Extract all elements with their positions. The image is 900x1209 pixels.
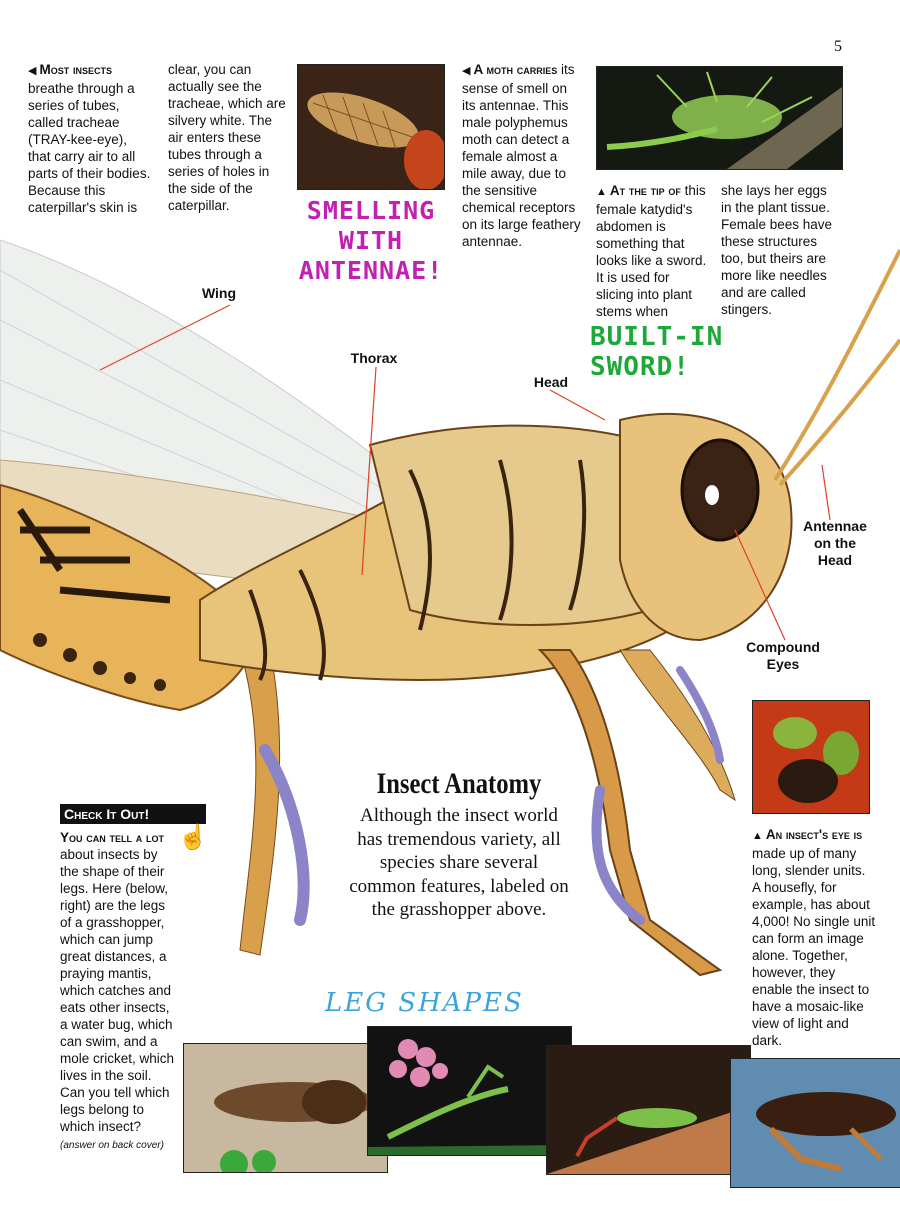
anatomy-text: Although the insect world has tremendous variety, all species share several common features, labeled on the grasshopper above.: [349, 805, 569, 920]
answer-note: (answer on back cover): [60, 1140, 164, 1151]
page-number: 5: [834, 38, 842, 55]
check-it-out-header: Check It Out!: [60, 804, 206, 824]
fly-eye-photo: [752, 700, 870, 814]
leg-shapes-title: LEG SHAPES: [325, 988, 524, 1018]
arrow-up-icon: ▲: [596, 186, 607, 198]
mole-cricket-image: [184, 1044, 387, 1172]
anatomy-caption: [348, 766, 570, 922]
arrow-left-icon: ◀: [28, 65, 37, 77]
katydid-image: [597, 67, 842, 169]
moth-text: ◀ A moth carries its sense of smell on its antennae. This male polyphemus moth can detect a female almost a mile away, due to the sensitive chemical receptors on its large feathery antennae.: [462, 62, 581, 249]
label-antennae: Antennae on the Head: [803, 518, 867, 568]
moth-antenna-image: [298, 65, 444, 189]
grasshopper-legs-photo: [546, 1045, 751, 1175]
katydid-column-2: she lays her eggs in the plant tissue. Female bees have these structures too, but theirs are more like needles and are called stingers.: [721, 183, 833, 317]
check-it-out-text: You can tell a lot about insects by the shape of their legs. Here (below, right) are the legs of a grasshopper, which can jump great distances, a praying mantis, which catches and eats other insects, a water bug, which can swim, and a mole cricket, which lives in the soil. Can you tell which legs belong to which insect? (answer on back cover): [60, 829, 178, 1154]
katydid-column-1: ▲ At the tip of this female katydid's abdomen is something that looks like a sword. It is used for slicing into plant stems when: [596, 183, 707, 319]
tracheae-column-2: clear, you can actually see the tracheae, which are silvery white. The air enters these tubes through a series of holes in the side of the caterpillar.: [168, 62, 286, 213]
fly-eye-image: [753, 701, 869, 813]
praying-mantis-image: [368, 1027, 571, 1155]
label-wing: Wing: [201, 285, 237, 301]
pointing-hand-icon: ☝: [178, 824, 208, 851]
arrow-up-icon: ▲: [752, 830, 763, 842]
water-bug-photo: [730, 1058, 900, 1188]
label-compound-eyes: Compound Eyes: [746, 639, 820, 672]
label-thorax: Thorax: [350, 350, 398, 366]
smelling-headline: SMELLING WITH ANTENNAE!: [298, 196, 444, 285]
label-head: Head: [533, 374, 569, 390]
moth-photo: [297, 64, 445, 190]
arrow-left-icon: ◀: [462, 65, 471, 77]
katydid-photo: [596, 66, 843, 170]
eye-text: ▲ An insect's eye is made up of many long, slender units. A housefly, for example, has about 4,000! No single unit can form an image alone. Together, however, they enable the insect to have a mosaic-like view of light and dark.: [752, 827, 876, 1048]
mole-cricket-photo: [183, 1043, 388, 1173]
anatomy-title: Insect Anatomy: [376, 767, 542, 800]
grasshopper-legs-image: [547, 1046, 750, 1174]
praying-mantis-photo: [367, 1026, 572, 1156]
built-in-sword-headline: BUILT-IN SWORD!: [590, 322, 724, 382]
water-bug-image: [731, 1059, 900, 1187]
tracheae-column-1: ◀ Most insects breathe through a series of tubes, called tracheae (TRAY-kee-eye), that carry air to all parts of their bodies. Because this caterpillar's skin is: [28, 62, 151, 215]
